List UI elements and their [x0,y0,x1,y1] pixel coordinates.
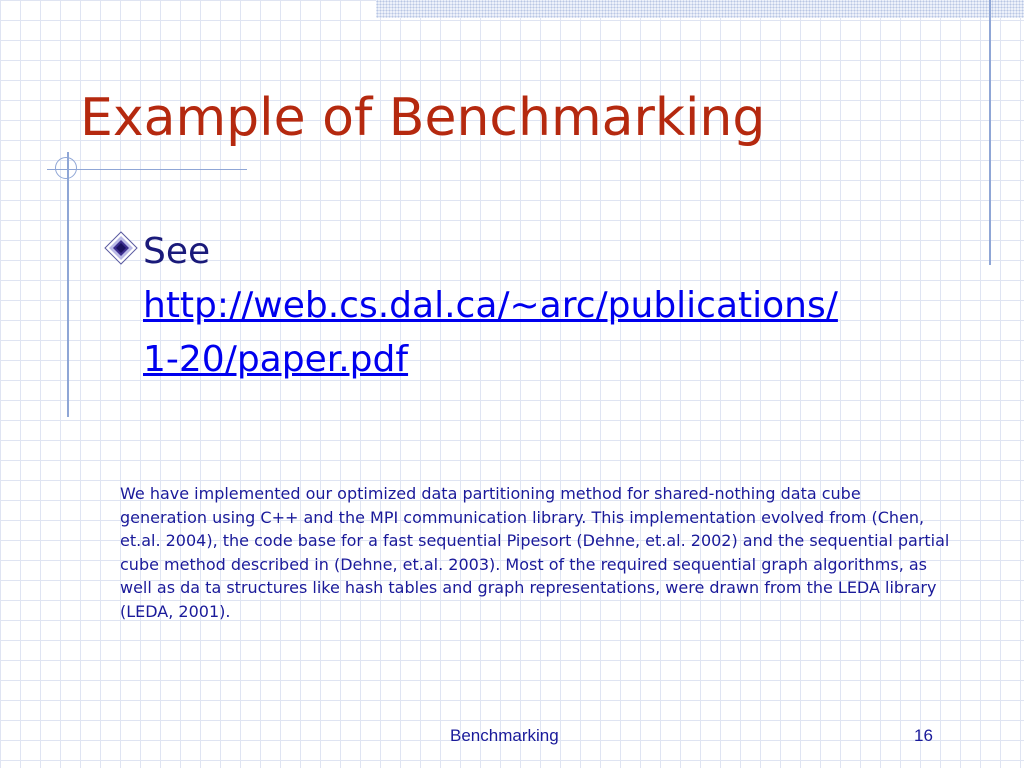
paper-link-line1: http://web.cs.dal.ca/~arc/publications/ [143,285,838,326]
paper-link[interactable] [143,285,838,380]
bullet-prefix: See [143,231,211,272]
decorative-dotted-band [376,0,1024,18]
diamond-bullet-icon [104,231,138,265]
decorative-horizontal-line [47,169,247,170]
decorative-left-line [67,152,69,417]
slide-title: Example of Benchmarking [80,88,766,148]
footer-title: Benchmarking [450,726,559,745]
paper-link-line2: 1-20/paper.pdf [143,339,409,380]
decorative-circle [55,157,77,179]
description-paragraph: We have implemented our optimized data partitioning method for shared-nothing data cube generation using C++ and the MPI communication library. This implementation evolved from (Chen, et.al. 2004), the code base for a fast sequential Pipesort (Dehne, et.al. 2002) and the sequential partial cube method described in (Dehne, et.al. 2003). Most of the required sequential graph algorithms, as well as da ta structures like hash tables and graph representations, were drawn from the LEDA library (LEDA, 2001). [120,484,950,621]
decorative-right-line [989,0,991,265]
bullet-item [143,225,973,387]
page-number: 16 [914,726,933,745]
